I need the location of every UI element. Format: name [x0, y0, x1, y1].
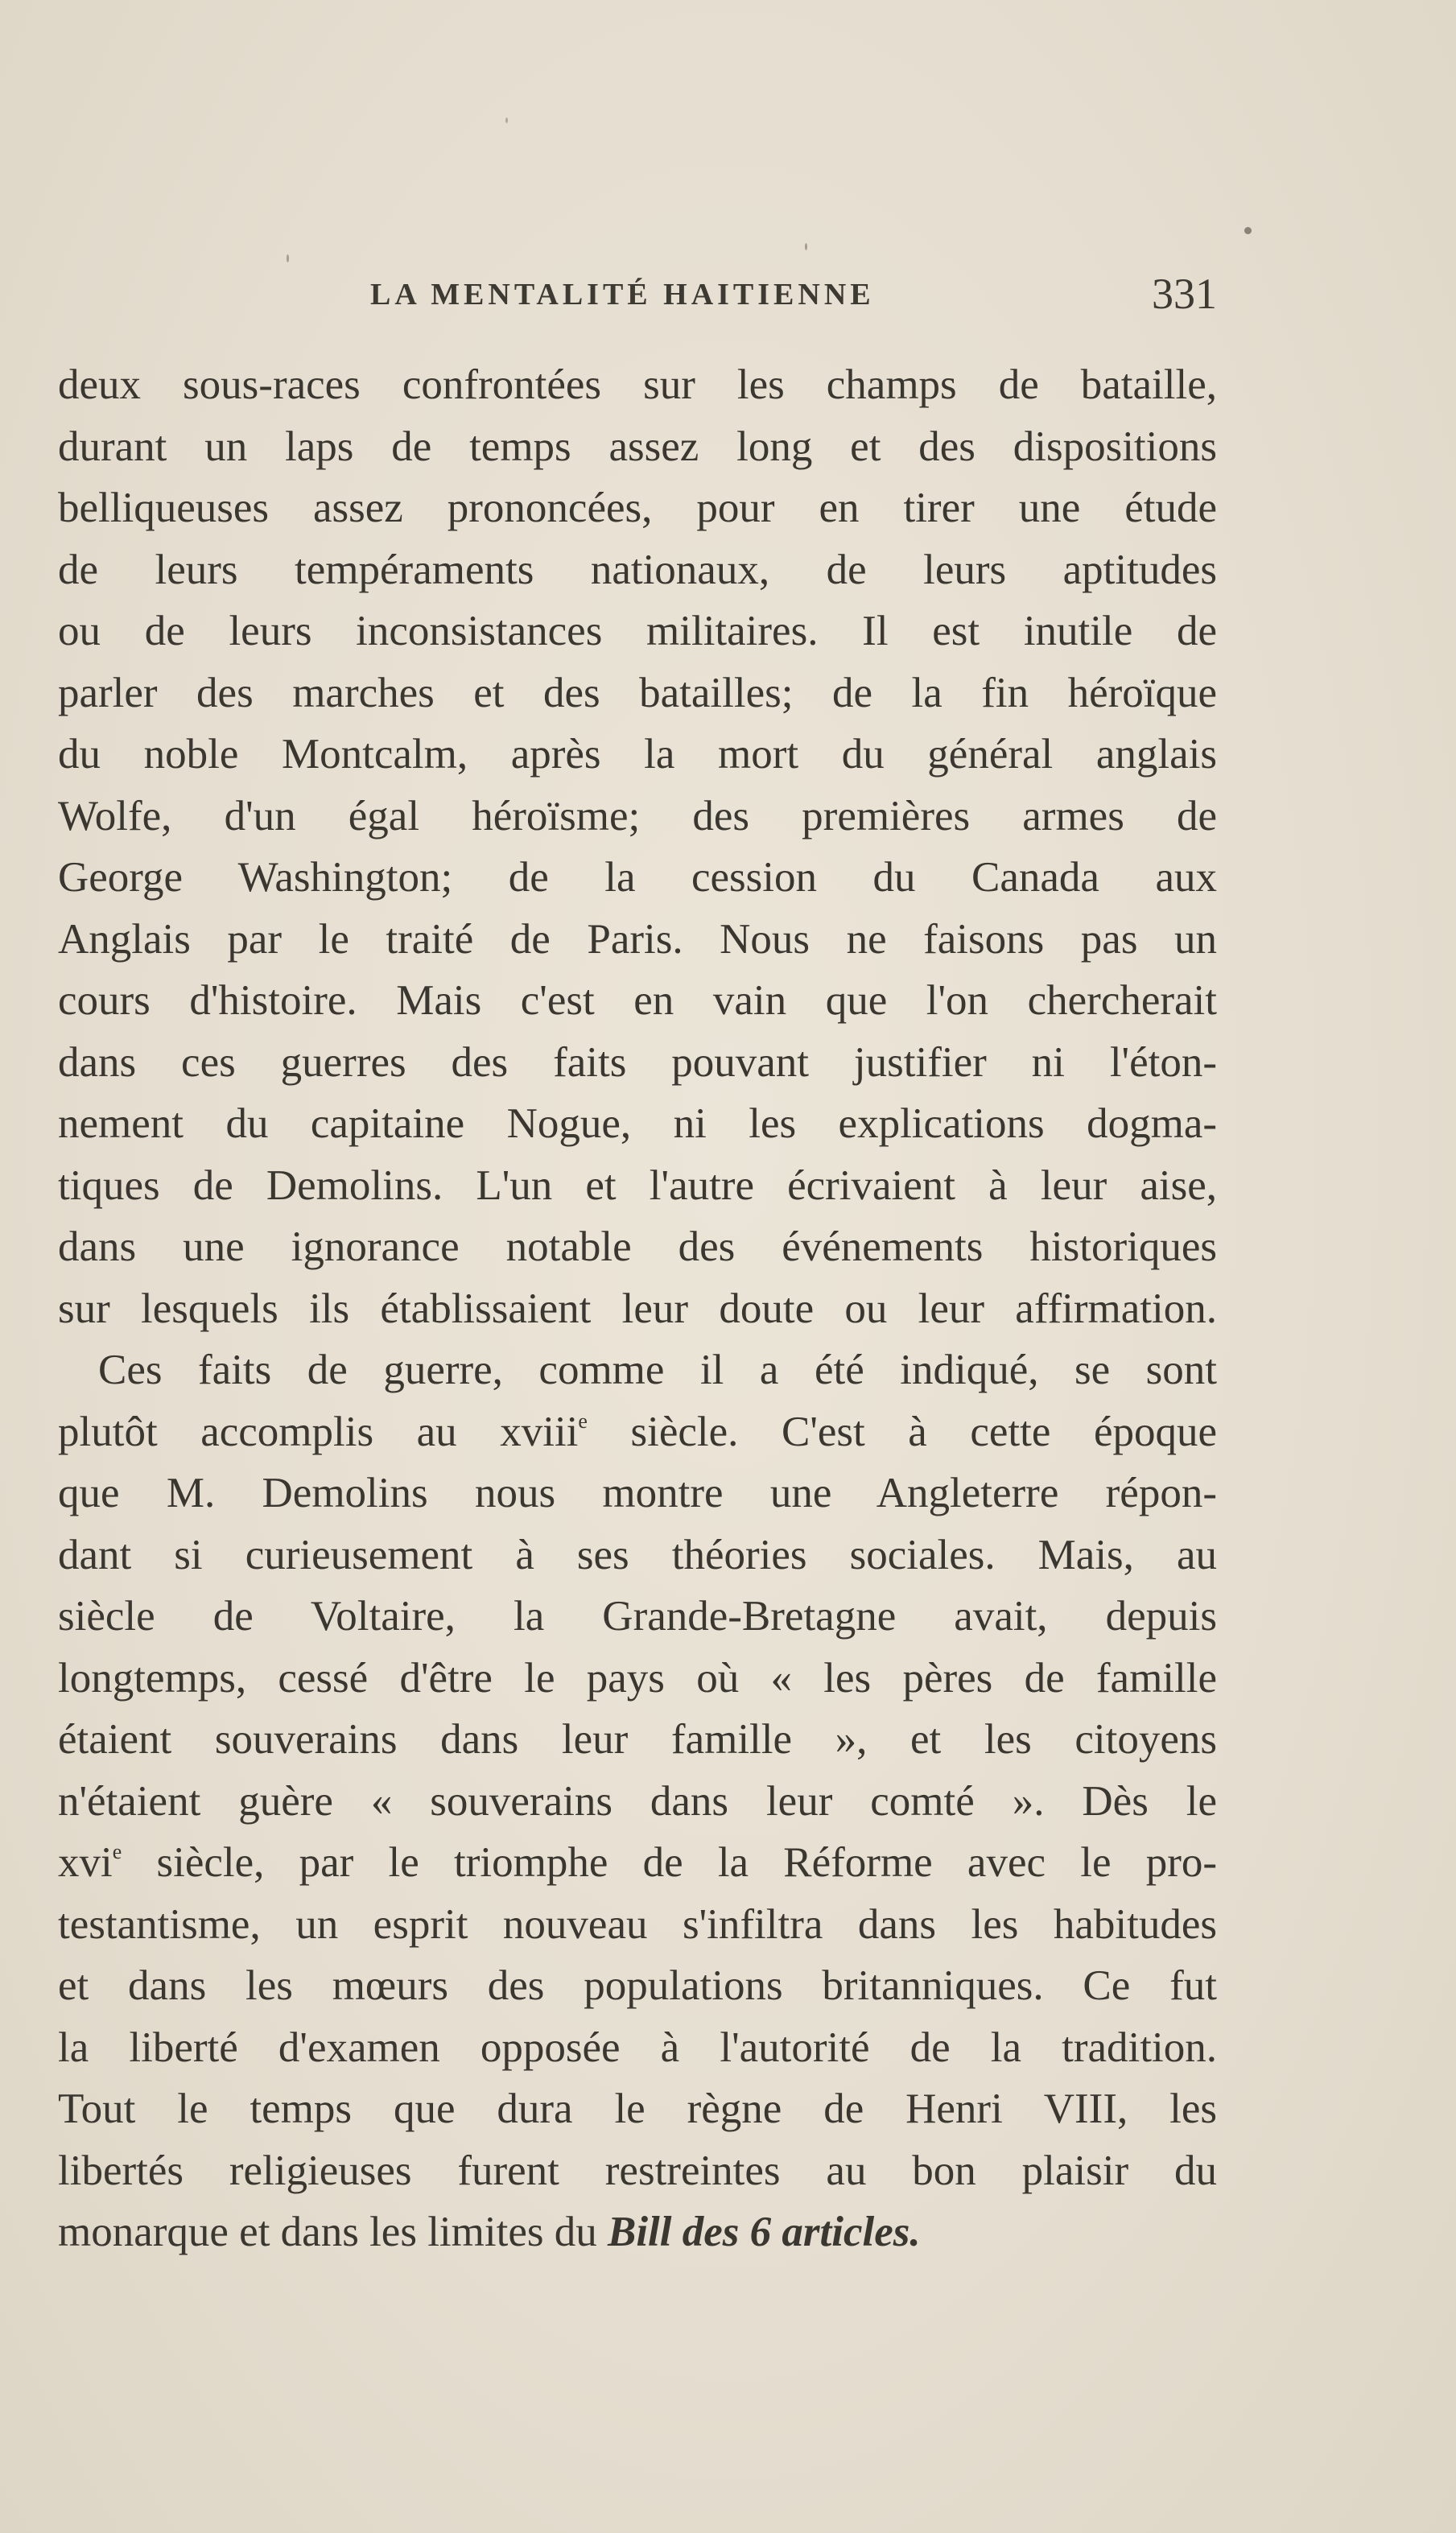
text-line: étaient souverains dans leur famille », et les citoyens	[58, 1716, 1217, 1763]
superscript: e	[112, 1840, 122, 1863]
text-line: George Washington; de la cession du Canada aux	[58, 854, 1217, 901]
text-segment: monarque et dans les limites du	[58, 2209, 608, 2255]
text-line: dans une ignorance notable des événements historiques	[58, 1223, 1217, 1270]
text-line: dans ces guerres des faits pouvant justifier ni l'éton-	[58, 1038, 1217, 1086]
text-line: deux sous-races confrontées sur les champs de bataille,	[58, 361, 1217, 408]
text-line	[58, 2201, 1217, 2263]
text-line: cours d'histoire. Mais c'est en vain que l'on chercherait	[58, 977, 1217, 1024]
paper-speck	[287, 254, 289, 262]
text-line: siècle de Voltaire, la Grande-Bretagne avait, depuis	[58, 1593, 1217, 1640]
text-line: testantisme, un esprit nouveau s'infiltra dans les habitudes	[58, 1900, 1217, 1948]
paper-speck	[1244, 227, 1252, 234]
page-header	[370, 269, 1217, 317]
text-line: Anglais par le traité de Paris. Nous ne faisons pas un	[58, 915, 1217, 963]
text-line: et dans les mœurs des populations britanniques. Ce fut	[58, 1962, 1217, 2009]
text-line: longtemps, cessé d'être le pays où « les pères de famille	[58, 1654, 1217, 1702]
page-number: 331	[1152, 270, 1217, 318]
paper-speck	[805, 243, 807, 250]
text-line: du noble Montcalm, après la mort du général anglais	[58, 731, 1217, 778]
century-numeral: xvi	[58, 1839, 113, 1886]
text-line: que M. Demolins nous montre une Angleterre répon-	[58, 1470, 1217, 1516]
text-segment: plutôt accomplis au	[58, 1408, 501, 1455]
text-line: durant un laps de temps assez long et des dispositions	[58, 423, 1217, 470]
text-line: n'étaient guère « souverains dans leur comté ». Dès le	[58, 1777, 1217, 1825]
text-line: ou de leurs inconsistances militaires. Il est inutile de	[58, 608, 1217, 654]
text-line: parler des marches et des batailles; de la fin héroïque	[58, 669, 1217, 716]
italic-title: Bill des 6 articles.	[607, 2209, 921, 2255]
text-segment: siècle. C'est à cette époque	[587, 1408, 1217, 1455]
text-line: belliqueuses assez prononcées, pour en tirer une étude	[58, 485, 1217, 531]
body-text	[58, 354, 1217, 2263]
text-line: sur lesquels ils établissaient leur doute ou leur affirmation.	[58, 1285, 1217, 1332]
superscript: e	[578, 1409, 588, 1433]
text-line: de leurs tempéraments nationaux, de leurs aptitudes	[58, 546, 1217, 593]
text-line	[58, 1401, 1217, 1463]
text-line: libertés religieuses furent restreintes au bon plaisir du	[58, 2147, 1217, 2194]
text-line: Tout le temps que dura le règne de Henri VIII, les	[58, 2085, 1217, 2132]
running-title: LA MENTALITÉ HAITIENNE	[370, 278, 875, 311]
paper-speck	[505, 118, 508, 123]
text-line: dant si curieusement à ses théories sociales. Mais, au	[58, 1531, 1217, 1578]
text-line: tiques de Demolins. L'un et l'autre écrivaient à leur aise,	[58, 1161, 1217, 1209]
text-line	[58, 1832, 1217, 1894]
paragraph-first-line: Ces faits de guerre, comme il a été indiqué, se sont	[98, 1347, 1217, 1393]
text-line: nement du capitaine Nogue, ni les explications dogma-	[58, 1100, 1217, 1147]
text-line: Wolfe, d'un égal héroïsme; des premières armes de	[58, 792, 1217, 840]
century-numeral: xviii	[500, 1408, 579, 1455]
text-segment: siècle, par le triomphe de la Réforme avec le pro-	[122, 1839, 1217, 1886]
text-line: la liberté d'examen opposée à l'autorité de la tradition.	[58, 2024, 1217, 2071]
